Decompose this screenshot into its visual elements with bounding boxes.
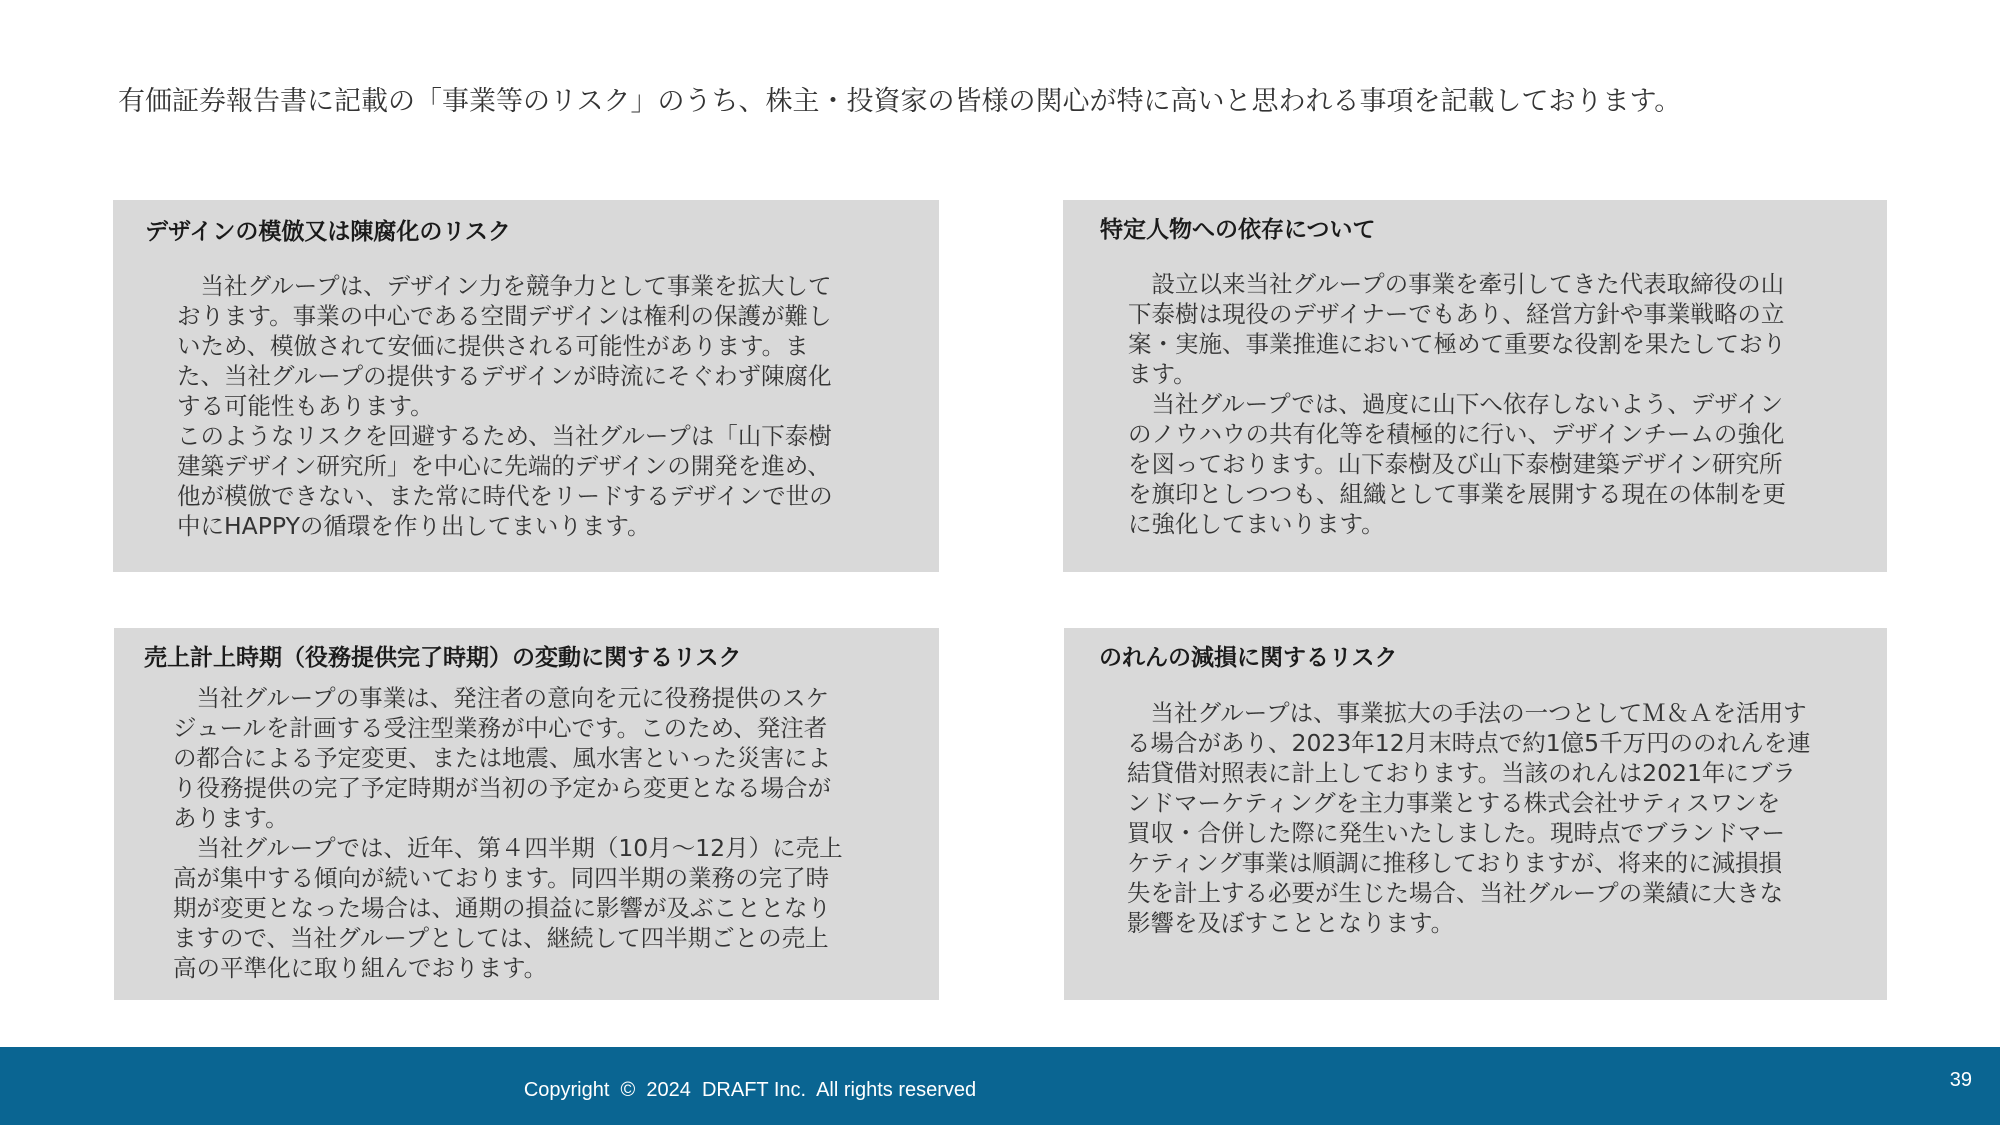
body-line: 高が集中する傾向が続いております。同四半期の業務の完了時 [173, 864, 830, 892]
body-line: り役務提供の完了予定時期が当初の予定から変更となる場合が [173, 774, 831, 802]
body-line: る場合があり、2023年12月末時点で約1億5千万円ののれんを連 [1127, 729, 1811, 757]
body-line: ンドマーケティングを主力事業とする株式会社サティスワンを [1127, 789, 1781, 817]
risk-card-body [177, 271, 833, 541]
risk-card-body [1128, 269, 1786, 539]
risk-card-title: 特定人物への依存について [1100, 217, 1376, 243]
body-line: を図っております。山下泰樹及び山下泰樹建築デザイン研究所 [1128, 450, 1783, 478]
body-line: 失を計上する必要が生じた場合、当社グループの業績に大きな [1127, 879, 1784, 907]
copyright-text: Copyright © 2024 DRAFT Inc. All rights reserved [523, 1079, 977, 1101]
risk-card-body [173, 683, 843, 983]
body-line: する可能性もあります。 [177, 392, 434, 420]
body-line: に強化してまいります。 [1128, 510, 1385, 538]
risk-card-design-imitation [113, 200, 939, 572]
body-line: おります。事業の中心である空間デザインは権利の保護が難し [177, 302, 832, 330]
body-line: 当社グループは、事業拡大の手法の一つとしてＭ＆Ａを活用す [1127, 699, 1807, 727]
risk-card-body [1127, 698, 1811, 938]
body-line: ますので、当社グループとしては、継続して四半期ごとの売上 [173, 924, 829, 952]
risk-card-title: のれんの減損に関するリスク [1099, 645, 1398, 671]
body-line: ます。 [1128, 360, 1197, 388]
body-line: 買収・合併した際に発生いたしました。現時点でブランドマー [1127, 819, 1785, 847]
footer-bar [0, 1047, 2000, 1125]
body-line: 高の平準化に取り組んでおります。 [173, 954, 548, 982]
body-line: 当社グループでは、近年、第４四半期（10月～12月）に売上 [173, 834, 843, 862]
body-line: ケティング事業は順調に推移しておりますが、将来的に減損損 [1127, 849, 1783, 877]
page-number: 39 [1949, 1069, 1972, 1091]
body-line: 当社グループでは、過度に山下へ依存しないよう、デザイン [1128, 390, 1784, 418]
body-line: 設立以来当社グループの事業を牽引してきた代表取締役の山 [1128, 270, 1785, 298]
body-line: 他が模倣できない、また常に時代をリードするデザインで世の [177, 482, 833, 510]
risk-card-title: デザインの模倣又は陳腐化のリスク [145, 219, 511, 245]
body-line: 当社グループの事業は、発注者の意向を元に役務提供のスケ [173, 684, 830, 712]
body-line: あります。 [173, 804, 289, 832]
body-line: このようなリスクを回避するため、当社グループは「山下泰樹 [177, 422, 832, 450]
body-line: た、当社グループの提供するデザインが時流にそぐわず陳腐化 [177, 362, 832, 390]
body-line: 案・実施、事業推進において極めて重要な役割を果たしており [1128, 330, 1786, 358]
intro-text: 有価証券報告書に記載の「事業等のリスク」のうち、株主・投資家の皆様の関心が特に高いと思われる事項を記載しております。 [118, 86, 1682, 117]
risk-card-key-person-dependency [1063, 200, 1887, 572]
risk-card-title: 売上計上時期（役務提供完了時期）の変動に関するリスク [144, 645, 742, 671]
body-line: ジュールを計画する受注型業務が中心です。このため、発注者 [173, 714, 828, 742]
body-line: 建築デザイン研究所」を中心に先端的デザインの開発を進め、 [177, 452, 831, 480]
body-line: のノウハウの共有化等を積極的に行い、デザインチームの強化 [1128, 420, 1785, 448]
body-line: の都合による予定変更、または地震、風水害といった災害によ [173, 744, 831, 772]
body-line: 中にHAPPYの循環を作り出してまいります。 [177, 512, 651, 540]
body-line: 期が変更となった場合は、通期の損益に影響が及ぶこととなり [173, 894, 831, 922]
body-line: いため、模倣されて安価に提供される可能性があります。ま [177, 332, 809, 360]
body-line: 結貸借対照表に計上しております。当該のれんは2021年にブラ [1127, 759, 1796, 787]
body-line: 当社グループは、デザイン力を競争力として事業を拡大して [177, 272, 832, 300]
risk-card-goodwill-impairment [1064, 628, 1887, 1000]
risk-card-revenue-timing [114, 628, 939, 1000]
body-line: 影響を及ぼすこととなります。 [1127, 909, 1455, 937]
body-line: を旗印としつつも、組織として事業を展開する現在の体制を更 [1128, 480, 1786, 508]
body-line: 下泰樹は現役のデザイナーでもあり、経営方針や事業戦略の立 [1128, 300, 1785, 328]
